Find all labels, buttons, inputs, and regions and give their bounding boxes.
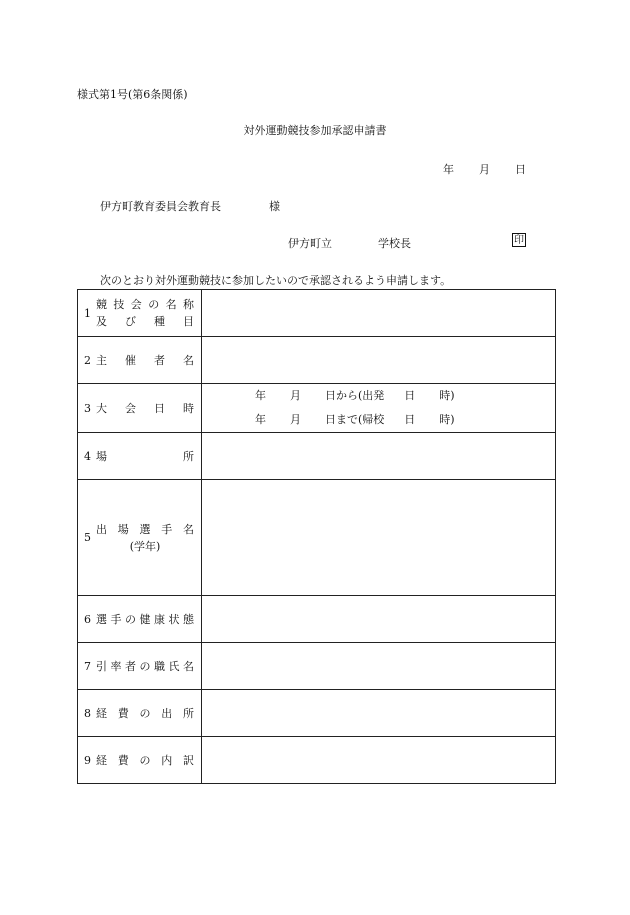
organizer-field[interactable]: [202, 337, 556, 384]
school-prefix: 伊方町立: [288, 237, 332, 250]
row-label-text: 選手の健康状態: [96, 613, 194, 626]
venue-field[interactable]: [202, 433, 556, 480]
table-row: [78, 737, 556, 784]
start-day-label: 日から(出発: [325, 389, 385, 402]
return-hour-label: 時): [439, 413, 455, 426]
row-number: 4: [84, 449, 91, 463]
row-label-text: 出場選手名: [96, 522, 194, 536]
row-number: 1: [84, 306, 91, 320]
expense-source-field[interactable]: [202, 690, 556, 737]
row-label: [78, 384, 202, 433]
row-label-text-2: 及び種目: [96, 315, 194, 328]
chaperone-field[interactable]: [202, 643, 556, 690]
row-label: [78, 480, 202, 596]
row-label: [78, 643, 202, 690]
date-day-label: 日: [515, 163, 526, 176]
row-label-text: 経費の内訳: [96, 754, 194, 767]
row-label: [78, 337, 202, 384]
seal-mark: 印: [514, 235, 524, 246]
date-month-label: 月: [479, 163, 490, 176]
row-number: 5: [84, 531, 91, 544]
players-field[interactable]: [202, 480, 556, 596]
depart-day-label: 日: [404, 389, 416, 402]
end-year-label: 年: [255, 413, 266, 426]
return-day-label: 日: [404, 413, 416, 426]
table-row: [78, 433, 556, 480]
start-year-label: 年: [255, 389, 266, 402]
request-text: 次のとおり対外運動競技に参加したいので承認されるよう申請します。: [100, 274, 452, 287]
addressee-name: 伊方町教育委員会教育長: [100, 200, 221, 213]
addressee: [100, 198, 280, 214]
form-number: 様式第1号(第6条関係): [77, 88, 188, 101]
start-month-label: 月: [290, 389, 301, 402]
table-row: [78, 690, 556, 737]
event-date-field[interactable]: [202, 384, 556, 433]
table-row: [78, 290, 556, 337]
row-number: 9: [84, 753, 91, 767]
row-label: [78, 690, 202, 737]
table-row: [78, 337, 556, 384]
expense-breakdown-field[interactable]: [202, 737, 556, 784]
end-month-label: 月: [290, 413, 301, 426]
document-title: 対外運動競技参加承認申請書: [243, 124, 387, 137]
addressee-honorific: 様: [269, 200, 280, 213]
row-number: 2: [84, 353, 91, 367]
event-name-field[interactable]: [202, 290, 556, 337]
row-number: 8: [84, 706, 91, 720]
end-day-label: 日まで(帰校: [325, 413, 385, 426]
date-line: [443, 161, 526, 177]
row-label: [78, 737, 202, 784]
date-end-row: [255, 408, 555, 432]
row-label-text: 競技会の名称: [96, 298, 194, 311]
applicant-school: [288, 235, 411, 251]
row-label-text: 大会日時: [96, 402, 194, 415]
row-label-text: 場所: [96, 450, 194, 463]
school-suffix: 学校長: [378, 237, 411, 250]
row-label: [78, 433, 202, 480]
row-number: 7: [84, 659, 91, 673]
row-label-text-2: (学年): [129, 539, 161, 553]
row-number: 6: [84, 612, 91, 626]
date-start-row: [255, 384, 555, 408]
row-number: 3: [84, 401, 91, 415]
row-label-text: 引率者の職氏名: [96, 660, 194, 673]
table-row: [78, 596, 556, 643]
application-table: [77, 289, 556, 784]
row-label: [78, 596, 202, 643]
table-row: [78, 480, 556, 596]
row-label-text: 主催者名: [96, 354, 194, 367]
row-label-text: 経費の出所: [96, 707, 194, 720]
date-year-label: 年: [443, 163, 454, 176]
table-row: [78, 384, 556, 433]
table-row: [78, 643, 556, 690]
row-label: [78, 290, 202, 337]
depart-hour-label: 時): [439, 389, 455, 402]
health-field[interactable]: [202, 596, 556, 643]
